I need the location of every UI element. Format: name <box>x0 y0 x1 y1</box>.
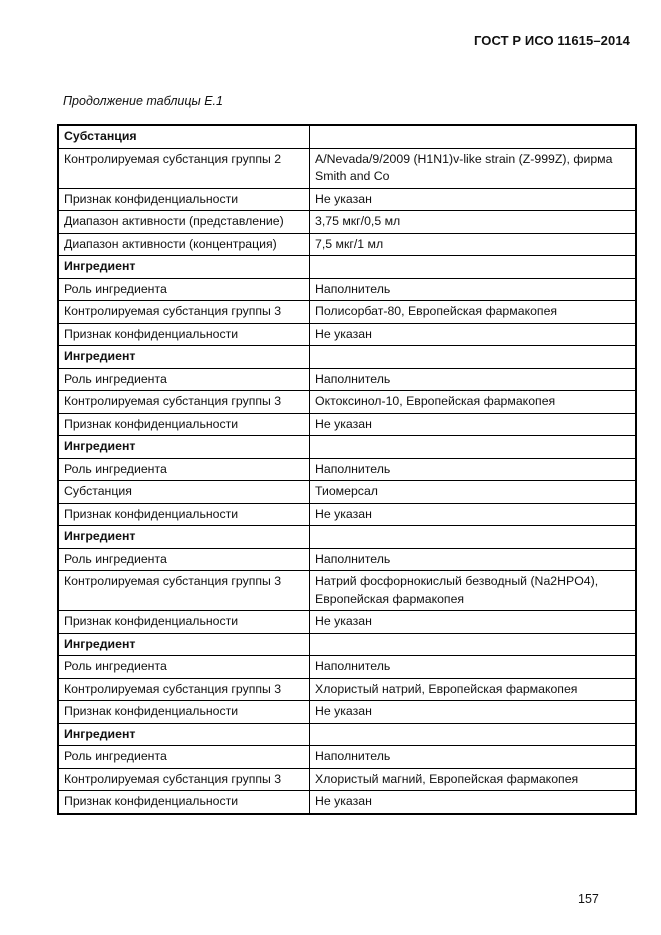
section-row <box>58 125 636 148</box>
row-value <box>310 436 637 459</box>
row-value: Не указан <box>310 503 637 526</box>
row-value <box>310 723 637 746</box>
row-label: Признак конфиденциальности <box>58 413 310 436</box>
row-value: Наполнитель <box>310 368 637 391</box>
table-row <box>58 458 636 481</box>
page-number: 157 <box>578 892 599 906</box>
table-row <box>58 148 636 188</box>
row-label: Роль ингредиента <box>58 368 310 391</box>
row-value: Хлористый магний, Европейская фармакопея <box>310 768 637 791</box>
table-row <box>58 233 636 256</box>
section-row <box>58 256 636 279</box>
row-value: Натрий фосфорнокислый безводный (Na2HPO4), Европейская фармакопея <box>310 571 637 611</box>
row-label: Контролируемая субстанция группы 3 <box>58 768 310 791</box>
table-row <box>58 481 636 504</box>
row-value: 3,75 мкг/0,5 мл <box>310 211 637 234</box>
row-label: Контролируемая субстанция группы 2 <box>58 148 310 188</box>
row-label: Роль ингредиента <box>58 656 310 679</box>
section-row <box>58 723 636 746</box>
row-value: Наполнитель <box>310 746 637 769</box>
row-label: Ингредиент <box>58 723 310 746</box>
table-row <box>58 678 636 701</box>
document-header: ГОСТ Р ИСО 11615–2014 <box>473 33 630 48</box>
table-row <box>58 368 636 391</box>
row-value: Наполнитель <box>310 278 637 301</box>
table-caption: Продолжение таблицы Е.1 <box>63 94 223 108</box>
row-value: Полисорбат-80, Европейская фармакопея <box>310 301 637 324</box>
row-value <box>310 346 637 369</box>
row-value: Не указан <box>310 701 637 724</box>
table-row <box>58 701 636 724</box>
row-value <box>310 125 637 148</box>
row-value: 7,5 мкг/1 мл <box>310 233 637 256</box>
row-value: Тиомерсал <box>310 481 637 504</box>
row-label: Контролируемая субстанция группы 3 <box>58 571 310 611</box>
row-label: Контролируемая субстанция группы 3 <box>58 391 310 414</box>
row-label: Признак конфиденциальности <box>58 791 310 814</box>
row-label: Признак конфиденциальности <box>58 611 310 634</box>
row-label: Диапазон активности (представление) <box>58 211 310 234</box>
row-value <box>310 633 637 656</box>
row-value: Не указан <box>310 791 637 814</box>
row-label: Ингредиент <box>58 633 310 656</box>
section-row <box>58 633 636 656</box>
row-value <box>310 526 637 549</box>
row-label: Признак конфиденциальности <box>58 701 310 724</box>
table-row <box>58 188 636 211</box>
row-label: Роль ингредиента <box>58 278 310 301</box>
table-row <box>58 391 636 414</box>
row-value: A/Nevada/9/2009 (H1N1)v-like strain (Z-999Z), фирма Smith and Co <box>310 148 637 188</box>
row-value <box>310 256 637 279</box>
table-row <box>58 768 636 791</box>
table-row <box>58 746 636 769</box>
row-value: Наполнитель <box>310 458 637 481</box>
table-row <box>58 278 636 301</box>
row-label: Субстанция <box>58 481 310 504</box>
table-row <box>58 323 636 346</box>
row-label: Ингредиент <box>58 526 310 549</box>
table-row <box>58 413 636 436</box>
row-label: Ингредиент <box>58 436 310 459</box>
row-label: Контролируемая субстанция группы 3 <box>58 301 310 324</box>
table-row <box>58 301 636 324</box>
table-row <box>58 211 636 234</box>
table-row <box>58 548 636 571</box>
row-value: Не указан <box>310 413 637 436</box>
table-row <box>58 571 636 611</box>
row-value: Наполнитель <box>310 548 637 571</box>
row-label: Диапазон активности (концентрация) <box>58 233 310 256</box>
row-label: Субстанция <box>58 125 310 148</box>
table-row <box>58 656 636 679</box>
row-label: Признак конфиденциальности <box>58 188 310 211</box>
row-label: Признак конфиденциальности <box>58 323 310 346</box>
ingredients-table <box>57 124 637 815</box>
table-body <box>58 125 636 814</box>
row-label: Признак конфиденциальности <box>58 503 310 526</box>
section-row <box>58 526 636 549</box>
row-label: Роль ингредиента <box>58 548 310 571</box>
row-value: Наполнитель <box>310 656 637 679</box>
row-label: Контролируемая субстанция группы 3 <box>58 678 310 701</box>
table-row <box>58 611 636 634</box>
row-value: Хлористый натрий, Европейская фармакопея <box>310 678 637 701</box>
table-row <box>58 503 636 526</box>
row-value: Не указан <box>310 611 637 634</box>
row-value: Октоксинол-10, Европейская фармакопея <box>310 391 637 414</box>
row-value: Не указан <box>310 323 637 346</box>
row-label: Роль ингредиента <box>58 458 310 481</box>
row-label: Ингредиент <box>58 346 310 369</box>
section-row <box>58 346 636 369</box>
table-row <box>58 791 636 814</box>
row-value: Не указан <box>310 188 637 211</box>
section-row <box>58 436 636 459</box>
row-label: Роль ингредиента <box>58 746 310 769</box>
row-label: Ингредиент <box>58 256 310 279</box>
